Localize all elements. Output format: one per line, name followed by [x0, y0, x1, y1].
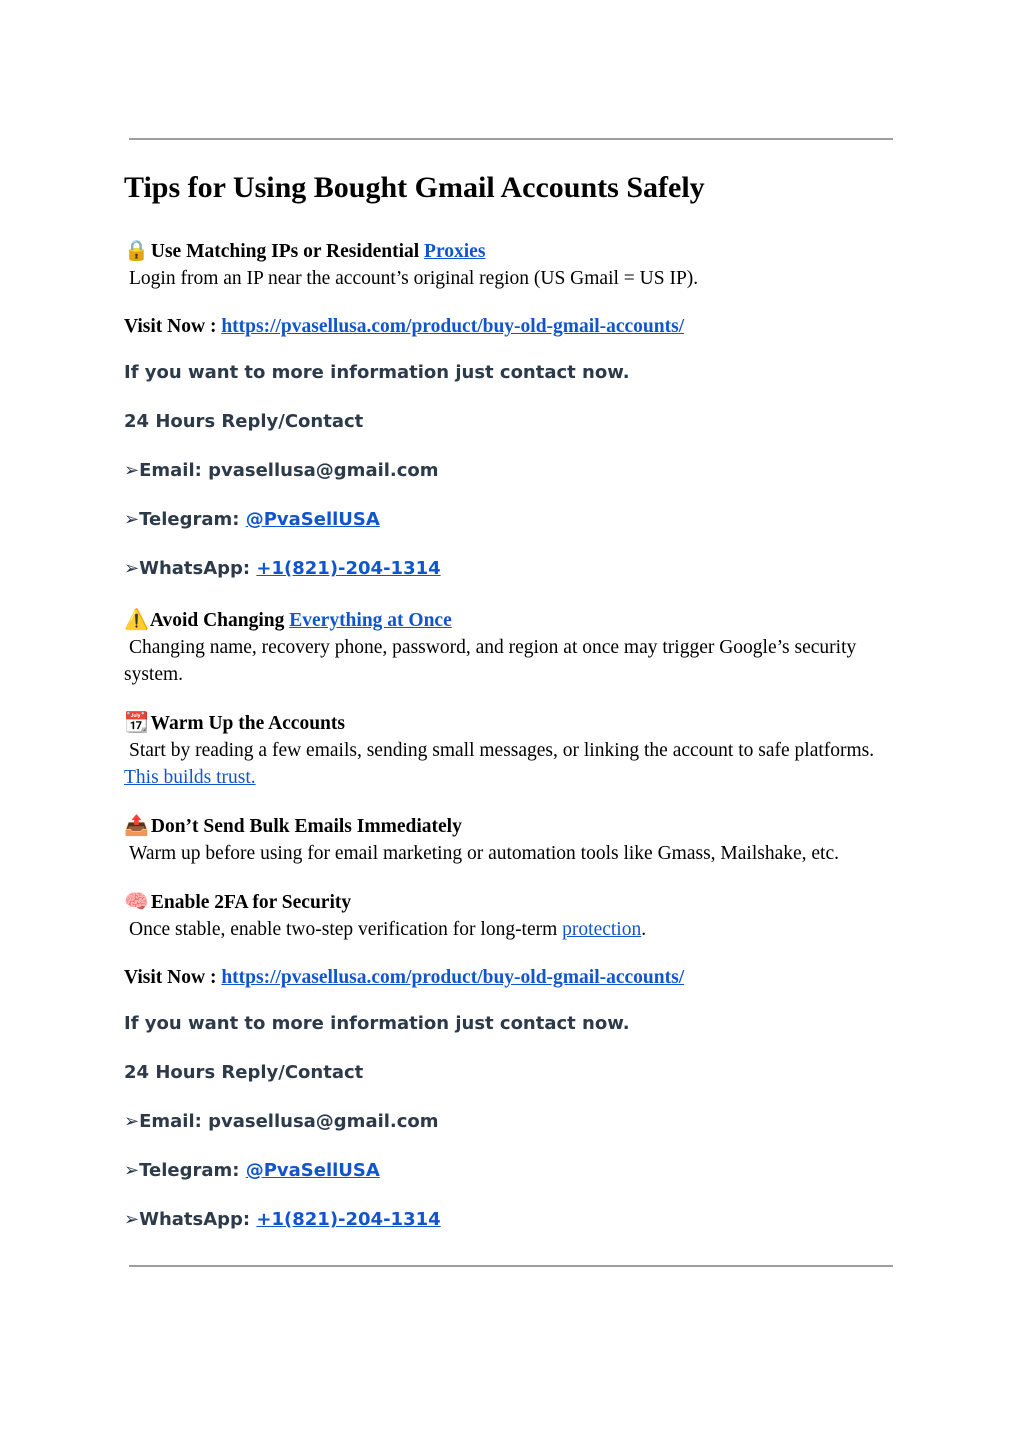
email-line — [124, 459, 900, 483]
tip-body: Start by reading a few emails, sending small messages, or linking the account to safe platforms. This builds trust. — [124, 740, 875, 788]
visit-url-link[interactable]: https://pvasellusa.com/product/buy-old-gmail-accounts/ — [221, 967, 685, 988]
whatsapp-label: WhatsApp: — [139, 558, 257, 579]
brain-icon: 🧠 — [124, 889, 149, 913]
tip-avoid-changing — [124, 606, 900, 688]
arrow-icon: ➢ — [124, 1209, 140, 1230]
tip-body: Once stable, enable two-step verification for long-term protection. — [129, 919, 647, 940]
whatsapp-line — [124, 557, 900, 581]
hours-line: 24 Hours Reply/Contact — [124, 1062, 364, 1083]
protection-link[interactable]: protection — [562, 919, 642, 940]
lock-icon: 🔒 — [124, 238, 149, 262]
document-content — [124, 170, 900, 1232]
whatsapp-link[interactable]: +1(821)-204-1314 — [256, 1209, 441, 1230]
telegram-label: Telegram: — [139, 509, 246, 530]
tip-body: Login from an IP near the account’s original region (US Gmail = US IP). — [129, 268, 699, 289]
visit-now-label: Visit Now : — [124, 316, 222, 337]
email-label: Email: pvasellusa@gmail.com — [139, 1111, 439, 1132]
visit-now-line — [124, 313, 900, 340]
arrow-icon: ➢ — [124, 460, 140, 481]
tip-heading: Warm Up the Accounts — [150, 713, 345, 734]
bottom-divider — [129, 1265, 893, 1267]
arrow-icon: ➢ — [124, 1111, 140, 1132]
telegram-link[interactable]: @PvaSellUSA — [245, 1160, 380, 1181]
email-line — [124, 1110, 900, 1134]
tip-ips — [124, 237, 900, 292]
warning-icon: ⚠️ — [124, 607, 149, 631]
builds-trust-link[interactable]: This builds trust. — [124, 767, 256, 788]
everything-at-once-link[interactable]: Everything at Once — [289, 610, 452, 631]
telegram-line — [124, 1159, 900, 1183]
arrow-icon: ➢ — [124, 509, 140, 530]
telegram-label: Telegram: — [139, 1160, 246, 1181]
telegram-link[interactable]: @PvaSellUSA — [245, 509, 380, 530]
proxies-link[interactable]: Proxies — [424, 241, 486, 262]
telegram-line — [124, 508, 900, 532]
tip-2fa — [124, 888, 900, 943]
tip-heading: Use Matching IPs or Residential — [150, 241, 425, 262]
info-line: If you want to more information just contact now. — [124, 1013, 630, 1034]
tip-heading: Enable 2FA for Security — [150, 892, 352, 913]
whatsapp-line — [124, 1208, 900, 1232]
hours-line: 24 Hours Reply/Contact — [124, 411, 364, 432]
visit-now-label: Visit Now : — [124, 967, 222, 988]
tip-heading: Avoid Changing — [149, 610, 290, 631]
arrow-icon: ➢ — [124, 558, 140, 579]
tip-heading: Don’t Send Bulk Emails Immediately — [150, 816, 462, 837]
tip-bulk-emails — [124, 812, 900, 867]
tip-body: Changing name, recovery phone, password, and region at once may trigger Google’s security system. — [124, 637, 857, 685]
top-divider — [129, 138, 893, 140]
email-label: Email: pvasellusa@gmail.com — [139, 460, 439, 481]
visit-url-link[interactable]: https://pvasellusa.com/product/buy-old-gmail-accounts/ — [221, 316, 685, 337]
calendar-icon: 📆 — [124, 710, 149, 734]
whatsapp-link[interactable]: +1(821)-204-1314 — [256, 558, 441, 579]
whatsapp-label: WhatsApp: — [139, 1209, 257, 1230]
tip-warm-up — [124, 709, 900, 791]
page-title: Tips for Using Bought Gmail Accounts Safely — [124, 171, 705, 204]
arrow-icon: ➢ — [124, 1160, 140, 1181]
info-line: If you want to more information just contact now. — [124, 362, 630, 383]
tip-body: Warm up before using for email marketing or automation tools like Gmass, Mailshake, etc. — [129, 843, 839, 864]
visit-now-line — [124, 964, 900, 991]
outbox-icon: 📤 — [124, 813, 149, 837]
